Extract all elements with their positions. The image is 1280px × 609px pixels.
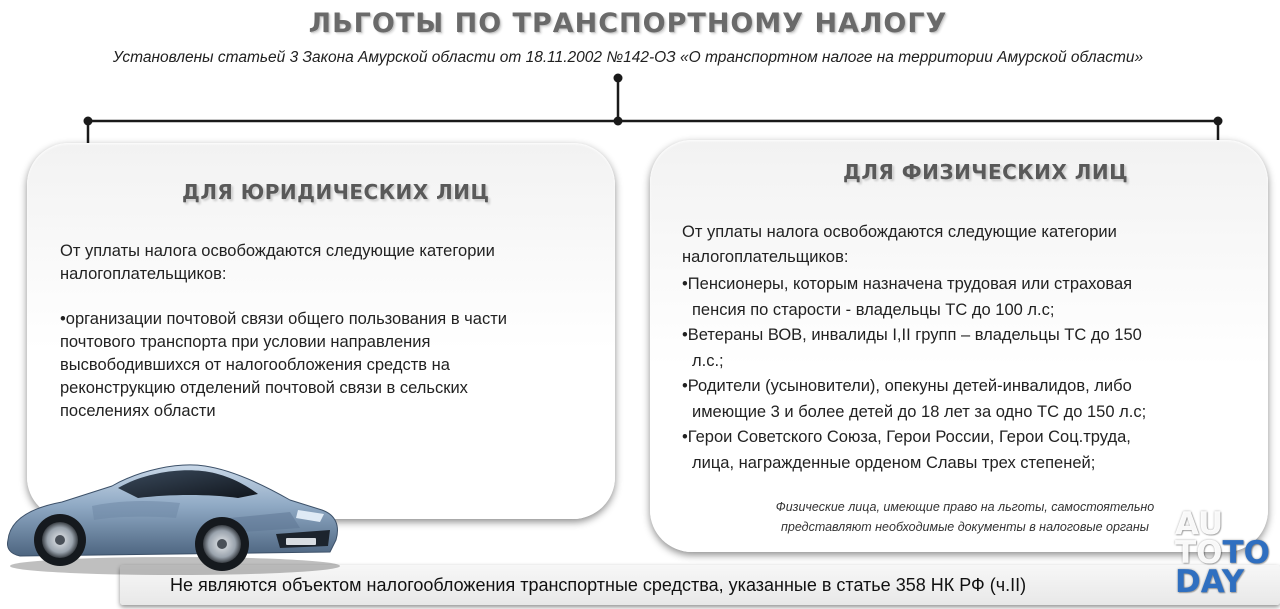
page-subtitle: Установлены статьей 3 Закона Амурской области от 18.11.2002 №142-ОЗ «О транспортном налоге на территории Амурской области» [112, 49, 1144, 66]
individuals-list [682, 272, 1242, 476]
legal-entities-bullet [60, 308, 580, 423]
intro-line: налогоплательщиков: [60, 265, 227, 283]
legal-entities-heading: ДЛЯ ЮРИДИЧЕСКИХ ЛИЦ [182, 180, 490, 204]
bullet-line: реконструкцию отделений почтовой связи в сельских [60, 379, 468, 397]
individuals-heading: ДЛЯ ФИЗИЧЕСКИХ ЛИЦ [843, 160, 1129, 184]
individuals-intro [682, 220, 1242, 270]
bullet-line: поселениях области [60, 402, 216, 420]
list-line: пенсия по старости - владельцы ТС до 100 л.с; [692, 300, 1055, 319]
exemption-text: Не являются объектом налогообложения транспортные средства, указанные в статье 358 НК РФ (ч.II) [170, 575, 1027, 595]
autotoday-watermark [1175, 506, 1275, 605]
legal-entities-intro [60, 240, 580, 286]
list-line: •Ветераны ВОВ, инвалиды I,II групп – владельцы ТС до 150 [682, 326, 1142, 344]
list-line: •Герои Советского Союза, Герои России, Герои Соц.труда, [682, 428, 1131, 446]
connector-dot-right [1214, 117, 1223, 126]
note-line: Физические лица, имеющие право на льготы, самостоятельно [775, 500, 1155, 514]
list-line: л.с.; [692, 351, 724, 370]
bullet-line: высвободившихся от налогообложения средств на [60, 356, 450, 374]
intro-line: налогоплательщиков: [682, 248, 849, 266]
connector-dot-center [614, 117, 623, 126]
individuals-note [720, 497, 1210, 537]
list-line: лица, награжденные орденом Славы трех степеней; [692, 453, 1096, 472]
watermark-line: DAY [1175, 564, 1245, 600]
watermark-part: TO [1175, 535, 1223, 571]
list-line: •Родители (усыновители), опекуны детей-инвалидов, либо [682, 377, 1132, 395]
connector-dot-top [614, 74, 623, 83]
watermark-line: AU [1175, 506, 1224, 542]
individuals-panel [650, 140, 1268, 552]
list-line: •Пенсионеры, которым назначена трудовая или страховая [682, 275, 1133, 293]
page-title: ЛЬГОТЫ ПО ТРАНСПОРТНОМУ НАЛОГУ [308, 8, 948, 39]
intro-line: От уплаты налога освобождаются следующие категории [60, 242, 495, 260]
bullet-line: •организации почтовой связи общего пользования в части [60, 310, 507, 328]
intro-line: От уплаты налога освобождаются следующие категории [682, 223, 1117, 241]
sports-car-image [0, 448, 345, 578]
watermark-part: TO [1222, 535, 1270, 571]
note-line: представляют необходимые документы в налоговые органы [781, 520, 1149, 534]
connector-dot-left [84, 117, 93, 126]
bullet-line: почтового транспорта при условии направления [60, 333, 431, 351]
list-line: имеющие 3 и более детей до 18 лет за одно ТС до 150 л.с; [692, 402, 1147, 421]
